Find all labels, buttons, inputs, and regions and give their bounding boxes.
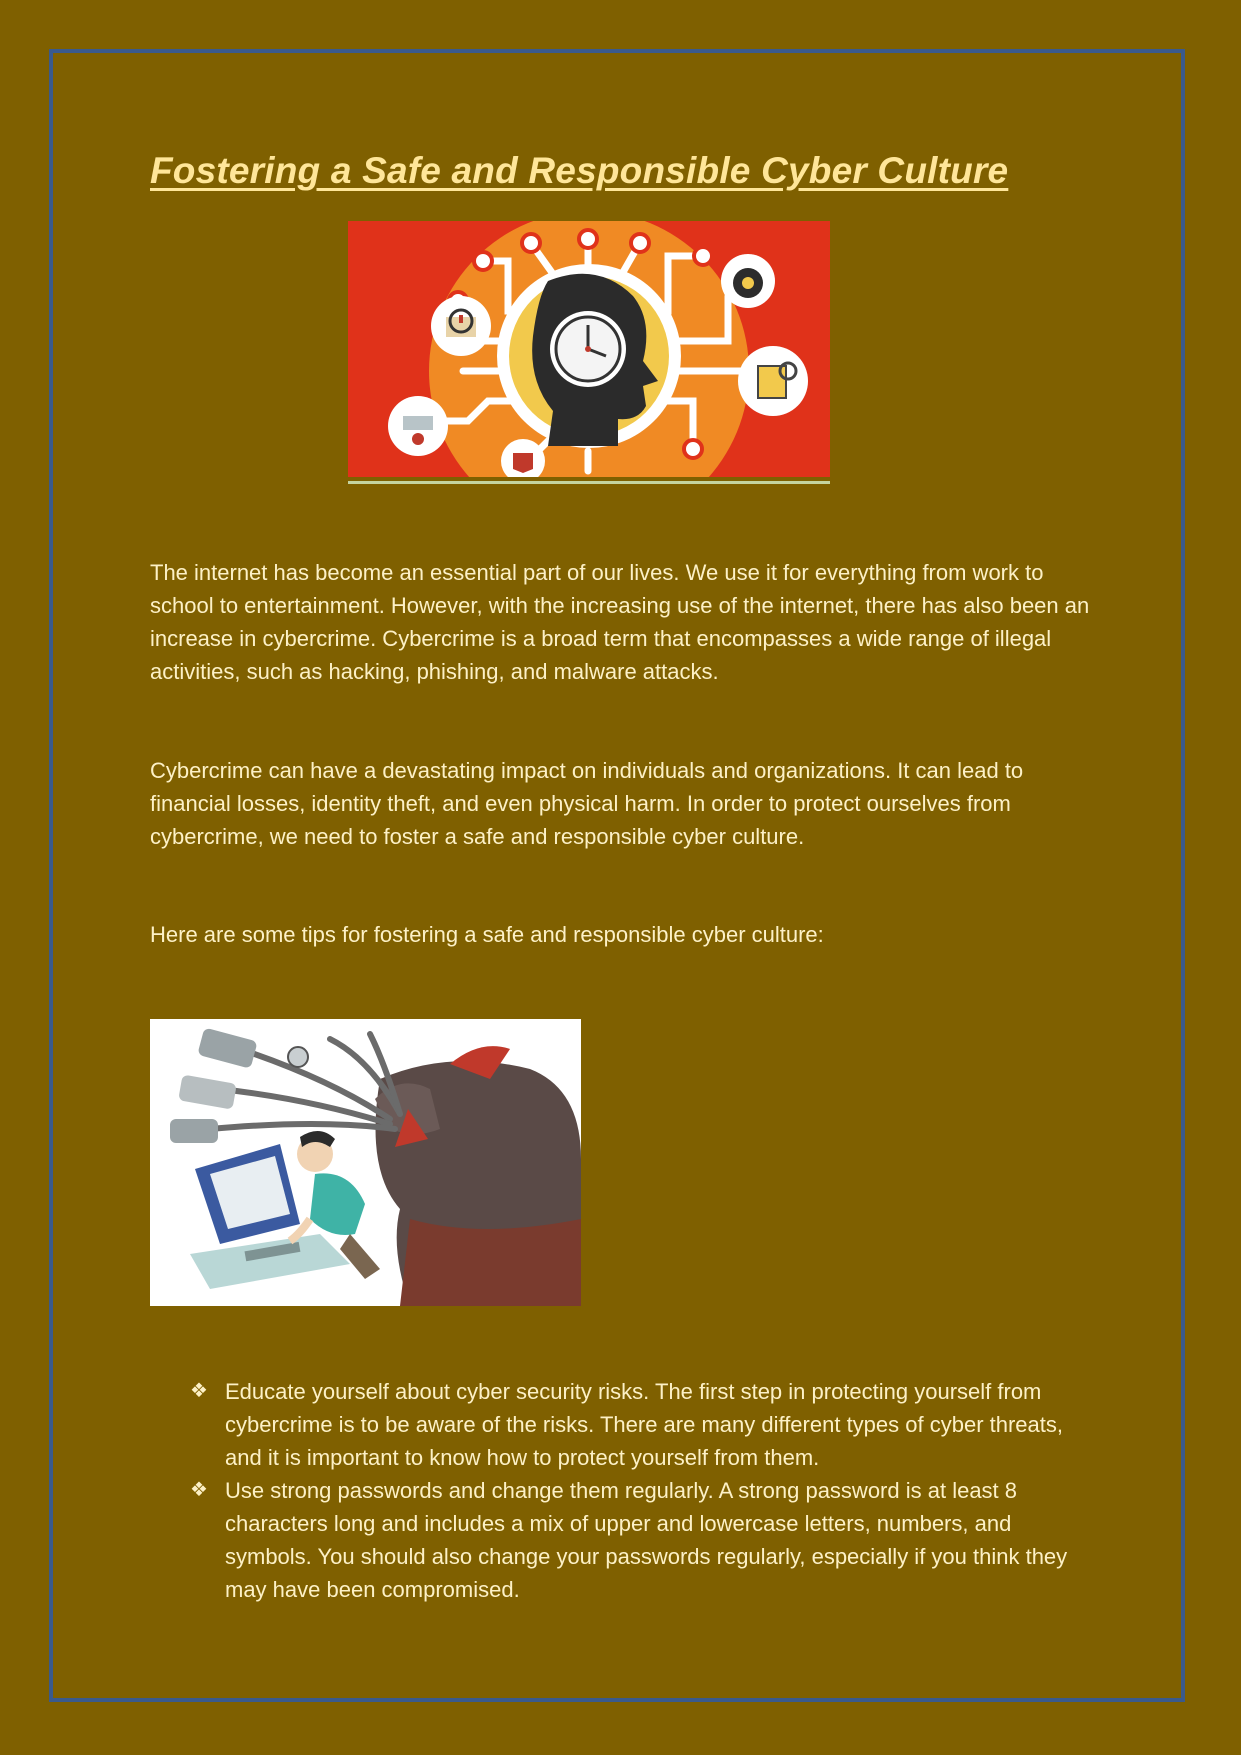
- diamond-bullet-icon: ❖: [190, 1380, 208, 1402]
- image-underline: [348, 481, 830, 484]
- intro-paragraph: The internet has become an essential part of our lives. We use it for everything from work to school to entertainment. However, with the increasing use of the internet, there has also been an increase in cybercrime. Cybercrime is a broad term that encompasses a wide range of illegal activities, such as hacking, phishing, and malware attacks.: [150, 560, 1090, 684]
- tips-intro-paragraph: Here are some tips for fostering a safe and responsible cyber culture:: [150, 922, 824, 947]
- diamond-bullet-icon: ❖: [190, 1479, 208, 1501]
- impact-paragraph: Cybercrime can have a devastating impact on individuals and organizations. It can lead to financial losses, identity theft, and even physical harm. In order to protect ourselves from cybercrime, we need to foster a safe and responsible cyber culture.: [150, 758, 1024, 849]
- head-with-clock-circuit-icon: [348, 221, 830, 477]
- tip-text: Use strong passwords and change them regularly. A strong password is at least 8 characters long and includes a mix of upper and lowercase letters, numbers, and symbols. You should also change your passwords regularly, especially if you think they may have been compromised.: [225, 1478, 1068, 1602]
- hacker-at-computer-illustration: [150, 1019, 581, 1306]
- list-item: [150, 1375, 1095, 1474]
- page-title: Fostering a Safe and Responsible Cyber Culture: [150, 150, 1009, 191]
- tips-list: [150, 1375, 1095, 1606]
- hacker-illustration: [150, 1019, 581, 1306]
- list-item: [150, 1474, 1095, 1606]
- tip-text: Educate yourself about cyber security risks. The first step in protecting yourself from cybercrime is to be aware of the risks. There are many different types of cyber threats, and it is important to know how to protect yourself from them.: [225, 1379, 1063, 1470]
- cyber-mind-illustration: [348, 221, 830, 477]
